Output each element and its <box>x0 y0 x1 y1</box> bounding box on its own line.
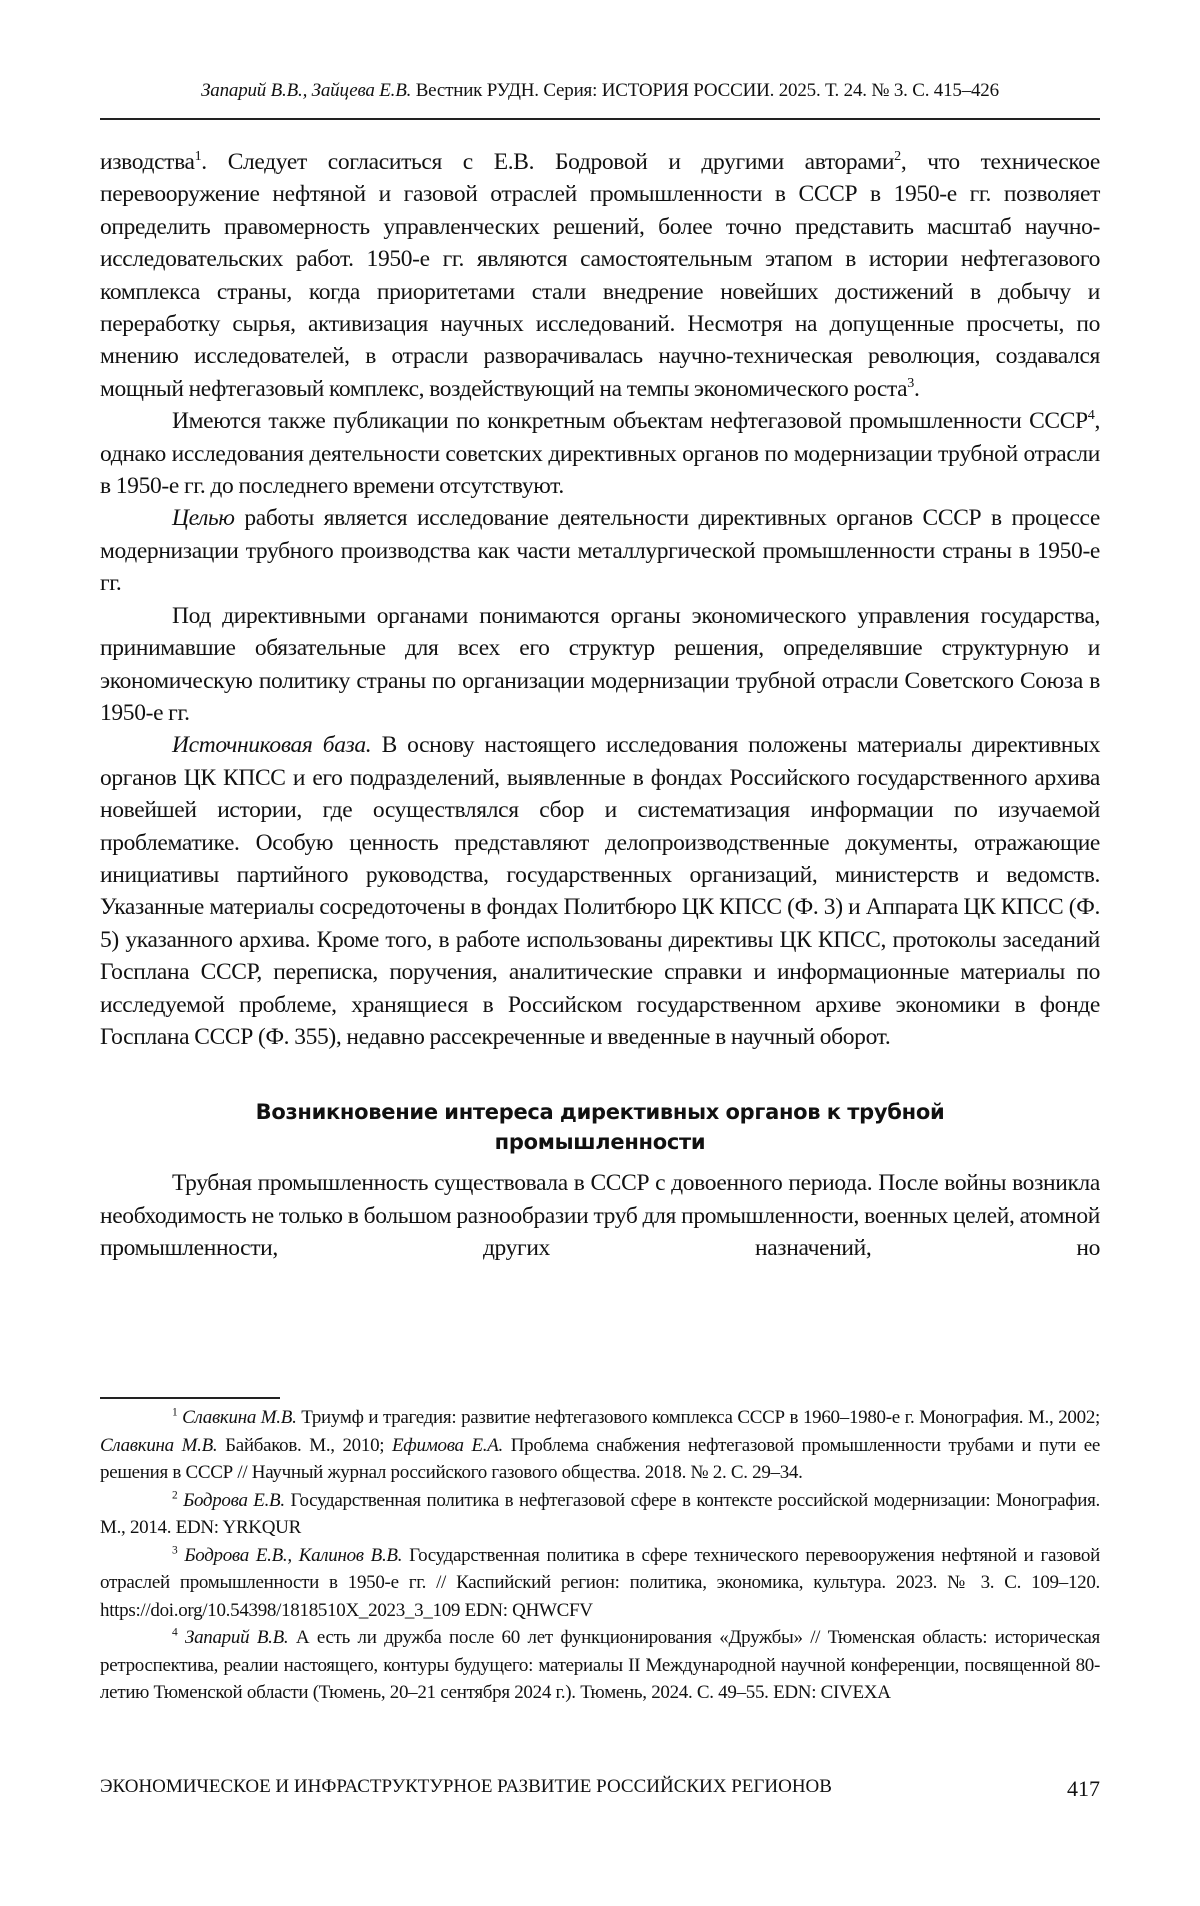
text-run: изводства <box>100 149 195 175</box>
italic-text: Славкина М.В. <box>100 1435 217 1456</box>
text-run: . Следует согласиться с Е.В. Бодровой и другими авторами <box>201 149 894 175</box>
running-footer <box>100 1776 1100 1802</box>
text-run: Проблема снабжения нефтегазовой промышленности трубами и пути ее решения в СССР // Научный журнал российского газового общества. 2018. № 2. С. 29–34. <box>100 1435 1100 1484</box>
text-run: работы является исследование деятельности директивных органов СССР в процессе модернизации трубного производства как части металлургической промышленности страны в 1950-е гг. <box>100 505 1100 596</box>
italic-text: Бодрова Е.В. <box>183 1490 285 1511</box>
paragraph <box>100 1167 1100 1264</box>
running-header <box>100 80 1100 102</box>
paragraph <box>100 405 1100 502</box>
header-authors: Запарий В.В., Зайцева Е.В. <box>201 80 411 101</box>
italic-text: Бодрова Е.В., Калинов В.В. <box>184 1545 402 1566</box>
header-rule <box>100 118 1100 120</box>
footnote-rule <box>100 1397 280 1399</box>
footnote-ref[interactable]: 1 <box>172 1407 177 1419</box>
article-body <box>100 146 1100 1265</box>
text-run: Трубная промышленность существовала в СССР с довоенного периода. После войны возникла необходимость не только в большом разнообразии труб для промышленности, военных целей, атомной промышленности, других назначений, но <box>100 1170 1100 1261</box>
footer-section-title: ЭКОНОМИЧЕСКОЕ И ИНФРАСТРУКТУРНОЕ РАЗВИТИЕ РОССИЙСКИХ РЕГИОНОВ <box>100 1776 832 1802</box>
italic-text: Славкина М.В. <box>182 1407 296 1428</box>
italic-text: Ефимова Е.А. <box>392 1435 503 1456</box>
footnote <box>100 1542 1100 1625</box>
italic-text: Целью <box>172 505 235 531</box>
footnote <box>100 1404 1100 1487</box>
footnote <box>100 1487 1100 1542</box>
footnote-ref[interactable]: 3 <box>172 1544 177 1556</box>
footnote-ref[interactable]: 3 <box>907 375 914 391</box>
paragraph <box>100 502 1100 599</box>
section-heading: Возникновение интереса директивных органов к трубной промышленности <box>220 1097 980 1157</box>
text-run: , что техническое перевооружение нефтяной и газовой отраслей промышленности в СССР в 1950-е гг. позволяет определить правомерность управленческих решений, более точно представить масштаб научно-исследовательских работ. 1950-е гг. являются самостоятельным этапом в истории нефтегазового комплекса страны, когда приоритетами стали внедрение новейших достижений в добычу и переработку сырья, активизация научных исследований. Несмотря на допущенные просчеты, по мнению исследователей, в отрасли разворачивалась научно-техническая революция, создавался мощный нефтегазовый комплекс, воздействующий на темпы экономического роста <box>100 149 1100 402</box>
text-run: Государственная политика в сфере технического перевооружения нефтяной и газовой отраслей промышленности в 1950-е гг. // Каспийский регион: политика, экономика, культура. 2023. № 3. С. 109–120. https://doi.org/10.54398/1818510X_2023_3_109 EDN: QHWCFV <box>100 1545 1100 1621</box>
text-run: Под директивными органами понимаются органы экономического управления государства, принимавшие обязательные для всех его структур решения, определявшие структурную и экономическую политику страны по организации модернизации трубной отрасли Советского Союза в 1950-е гг. <box>100 603 1100 726</box>
text-run: , однако исследования деятельности советских директивных органов по модернизации трубной отрасли в 1950-е гг. до последнего времени отсутствуют. <box>100 408 1100 499</box>
footnote-ref[interactable]: 2 <box>172 1489 177 1501</box>
text-run: Байбаков. М., 2010; <box>217 1435 392 1456</box>
text-run: Триумф и трагедия: развитие нефтегазового комплекса СССР в 1960–1980-е г. Монография. М., 2002; <box>297 1407 1100 1428</box>
text-run: А есть ли дружба после 60 лет функционирования «Дружбы» // Тюменская область: историческая ретроспектива, реалии настоящего, контуры будущего: материалы II Международной научной конференции, посвященной 80-летию Тюменской области (Тюмень, 20–21 сентября 2024 г.). Тюмень, 2024. С. 49–55. EDN: CIVEXA <box>100 1627 1100 1703</box>
text-run: Имеются также публикации по конкретным объектам нефтегазовой промышленности СССР <box>172 408 1088 434</box>
italic-text: Запарий В.В. <box>185 1627 288 1648</box>
paragraph <box>100 729 1100 1053</box>
text-run: . <box>914 376 920 402</box>
text-run: В основу настоящего исследования положены материалы директивных органов ЦК КПСС и его подразделений, выявленные в фондах Российского государственного архива новейшей истории, где осуществлялся сбор и систематизация информации по изучаемой проблематике. Особую ценность представляют делопроизводственные документы, отражающие инициативы партийного руководства, государственных организаций, министерств и ведомств. Указанные материалы сосредоточены в фондах Политбюро ЦК КПСС (Ф. 3) и Аппарата ЦК КПСС (Ф. 5) указанного архива. Кроме того, в работе использованы директивы ЦК КПСС, протоколы заседаний Госплана СССР, переписка, поручения, аналитические справки и информационные материалы по исследуемой проблеме, хранящиеся в Российском государственном архиве экономики в фонде Госплана СССР (Ф. 355), недавно рассекреченные и введенные в научный оборот. <box>100 732 1100 1050</box>
footnotes <box>100 1404 1100 1707</box>
header-journal: Вестник РУДН. Серия: ИСТОРИЯ РОССИИ. 2025. Т. 24. № 3. С. 415–426 <box>411 80 999 101</box>
footnote-ref[interactable]: 2 <box>894 148 901 164</box>
italic-text: Источниковая база. <box>172 732 371 758</box>
paragraph <box>100 146 1100 405</box>
paragraph <box>100 600 1100 730</box>
footnote <box>100 1624 1100 1707</box>
page-number: 417 <box>1067 1776 1100 1802</box>
footnote-ref[interactable]: 4 <box>1088 407 1095 423</box>
text-run <box>177 1627 185 1648</box>
footnote-ref[interactable]: 4 <box>172 1627 177 1639</box>
footnote-ref[interactable]: 1 <box>195 148 202 164</box>
text-run: Государственная политика в нефтегазовой сфере в контексте российской модернизации: Монография. М., 2014. EDN: YRKQUR <box>100 1490 1100 1539</box>
